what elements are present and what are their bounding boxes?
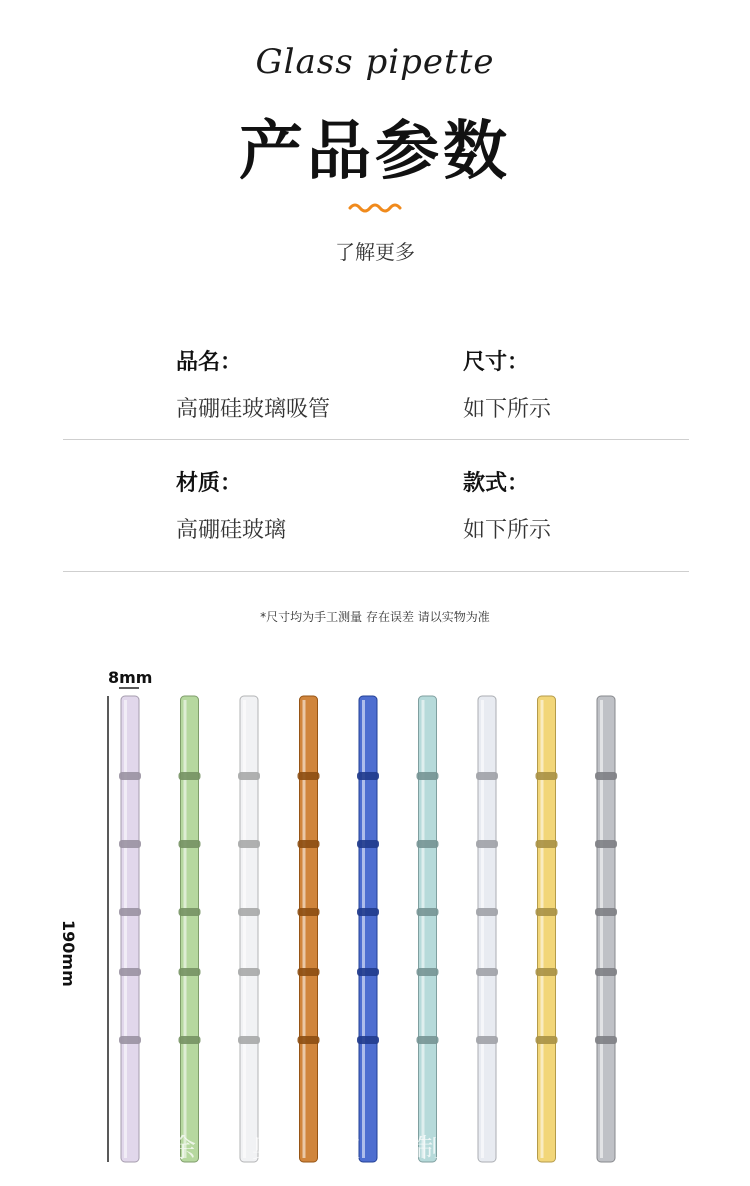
straw-ring xyxy=(536,840,558,848)
straw-ring xyxy=(357,840,379,848)
straw-body xyxy=(538,696,556,1162)
straw-ring xyxy=(417,1036,439,1044)
spec-material-label: 材质： xyxy=(176,471,243,496)
straw-body xyxy=(359,696,377,1162)
straw-ring xyxy=(357,968,379,976)
straw-ring xyxy=(417,968,439,976)
straw-highlight xyxy=(303,700,306,1158)
straw-body xyxy=(419,696,437,1162)
wave-decoration-icon xyxy=(345,192,405,222)
straw-ring xyxy=(179,772,201,780)
straw-ring xyxy=(238,1036,260,1044)
height-dimension-label: 190mm xyxy=(59,920,78,987)
spec-material-value: 高硼硅玻璃 xyxy=(176,518,287,543)
straw-ring xyxy=(119,968,141,976)
straw-ring xyxy=(357,1036,379,1044)
straw-white xyxy=(238,696,260,1162)
page-title: 产品参数 xyxy=(239,115,511,189)
straw-ring xyxy=(179,840,201,848)
straw-ring xyxy=(595,772,617,780)
straw-ring xyxy=(179,908,201,916)
straw-ring xyxy=(417,840,439,848)
spec-name-value: 高硼硅玻璃吸管 xyxy=(176,397,331,422)
straw-teal xyxy=(417,696,439,1162)
straw-ring xyxy=(595,968,617,976)
straw-highlight xyxy=(600,700,603,1158)
straw-ring xyxy=(238,908,260,916)
straw-body xyxy=(240,696,258,1162)
divider xyxy=(63,571,689,572)
straw-ring xyxy=(417,908,439,916)
straw-ring xyxy=(417,772,439,780)
straw-clear xyxy=(476,696,498,1162)
straw-ring xyxy=(298,840,320,848)
straw-ring xyxy=(536,772,558,780)
learn-more-link[interactable]: 了解更多 xyxy=(335,240,415,264)
straw-green xyxy=(179,696,201,1162)
straw-body xyxy=(478,696,496,1162)
straw-highlight xyxy=(362,700,365,1158)
straw-ring xyxy=(476,1036,498,1044)
straw-blue xyxy=(357,696,379,1162)
straw-ring xyxy=(357,772,379,780)
straw-ring xyxy=(119,1036,141,1044)
straw-ring xyxy=(536,968,558,976)
straw-ring xyxy=(298,908,320,916)
straw-ring xyxy=(536,908,558,916)
straw-ring xyxy=(119,840,141,848)
straw-highlight xyxy=(541,700,544,1158)
straw-highlight xyxy=(184,700,187,1158)
straw-ring xyxy=(119,908,141,916)
straw-highlight xyxy=(124,700,127,1158)
straw-ring xyxy=(298,772,320,780)
straw-body xyxy=(121,696,139,1162)
straw-ring xyxy=(476,968,498,976)
straw-ring xyxy=(595,840,617,848)
straw-highlight xyxy=(422,700,425,1158)
straw-body xyxy=(300,696,318,1162)
straw-ring xyxy=(238,772,260,780)
straw-yellow xyxy=(536,696,558,1162)
straw-ring xyxy=(298,968,320,976)
width-dimension-label: 8mm xyxy=(108,668,153,687)
straw-highlight xyxy=(481,700,484,1158)
spec-size-value: 如下所示 xyxy=(463,397,552,422)
straw-ring xyxy=(595,1036,617,1044)
watermark: 余奥玻制有 xyxy=(169,1134,580,1164)
script-title: Glass pipette xyxy=(255,42,495,82)
straw-body xyxy=(597,696,615,1162)
straw-ring xyxy=(476,772,498,780)
spec-name-label: 品名： xyxy=(176,350,243,375)
straw-body xyxy=(181,696,199,1162)
straw-highlight xyxy=(243,700,246,1158)
straw-ring xyxy=(595,908,617,916)
straw-gray xyxy=(595,696,617,1162)
divider xyxy=(63,439,689,440)
straw-ring xyxy=(238,840,260,848)
straw-ring xyxy=(476,840,498,848)
spec-style-label: 款式： xyxy=(463,471,530,496)
straw-ring xyxy=(357,908,379,916)
straw-ring xyxy=(179,1036,201,1044)
straw-amber xyxy=(298,696,320,1162)
spec-style-value: 如下所示 xyxy=(463,518,552,543)
straw-ring xyxy=(119,772,141,780)
straws-illustration xyxy=(0,640,750,1186)
straw-ring xyxy=(179,968,201,976)
straw-ring xyxy=(298,1036,320,1044)
straw-ring xyxy=(238,968,260,976)
straw-ring xyxy=(536,1036,558,1044)
straw-ring xyxy=(476,908,498,916)
straw-clear-pink xyxy=(119,696,141,1162)
measurement-note: *尺寸均为手工测量 存在误差 请以实物为准 xyxy=(260,610,490,624)
spec-size-label: 尺寸： xyxy=(463,350,530,375)
